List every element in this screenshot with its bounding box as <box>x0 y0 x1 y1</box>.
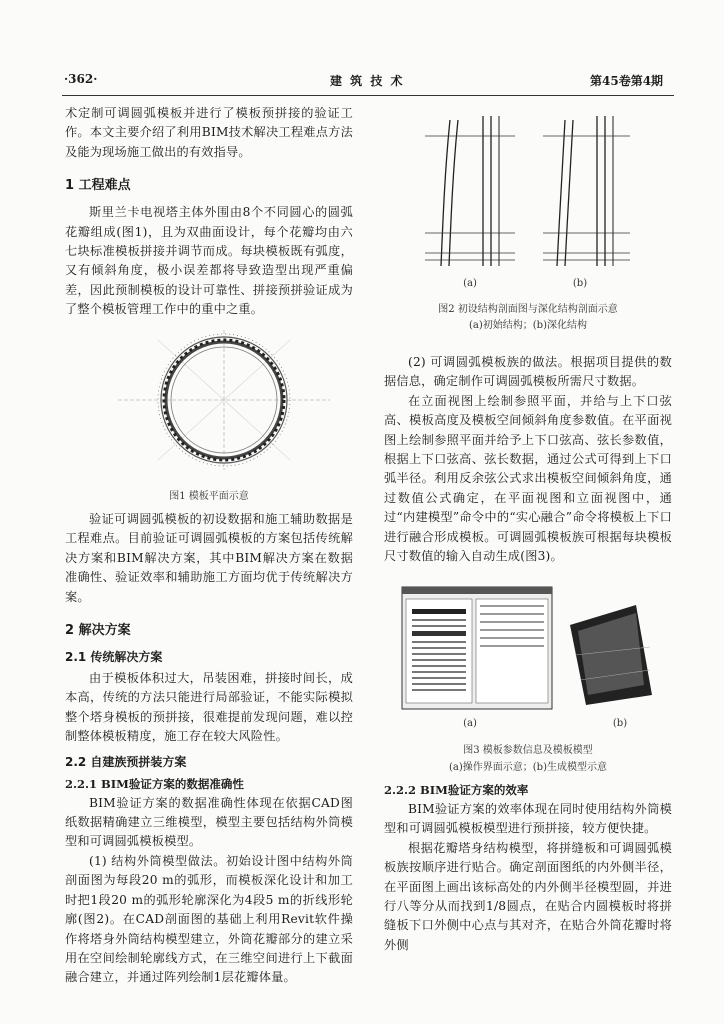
figure-3-subcaption: (a)操作界面示意；(b)生成模型示意 <box>449 762 607 773</box>
section-2-2-1-heading: 2.2.1 BIM验证方案的数据准确性 <box>65 776 244 791</box>
deepened-structure-drawing <box>543 116 630 266</box>
issue-label: 第45卷第4期 <box>590 74 664 88</box>
section-2-1-heading: 2.1 传统解决方案 <box>65 650 163 665</box>
outer-tube-paragraph: (1) 结构外筒模型做法。初始设计图中结构外筒剖面图为每段20 m的弧形，而模板深化设计和加工时把1段20 m的弧形轮廓深化为4段5 m的折线形轮廓(图2)。在CAD剖面图的基础上利用Revit软件操作将塔身外筒结构模型建立，外筒花瓣部分的建立采用在空间绘制轮廓线方式，在三维空间进行上下截面融合建立，并通过阵列绘制1层花瓣体量。 <box>65 853 353 985</box>
assembly-paragraph: 根据花瓣塔身结构模型，将拼缝板和可调圆弧模板族按顺序进行贴合。确定剖面图纸的内外侧半径，在平面图上画出该标高处的内外侧半径模型圆，并进行八等分从而找到1/8圆点，在贴合内圆模板时将拼缝板下口外侧中心点与其对齐，在贴合外筒花瓣时将外侧 <box>384 840 672 952</box>
traditional-solution-paragraph: 由于模板体积过大，吊装困难，拼接时间长，成本高，传统的方法只能进行局部验证，不能实际模拟整个塔身模板的预拼接，很难提前发现问题，难以控制整体模板精度，施工存在较大风险性。 <box>65 671 353 744</box>
header-rule <box>62 95 674 96</box>
intro-paragraph: 术定制可调圆弧模板并进行了模板预拼接的验证工作。本文主要介绍了利用BIM技术解决工程难点方法及能为现场施工做出的有效指导。 <box>65 106 353 159</box>
structure-section-diagram <box>425 108 655 276</box>
efficiency-paragraph: BIM验证方案的效率体现在同时使用结构外筒模型和可调圆弧模板模型进行预拼接，较方便快捷。 <box>384 802 672 836</box>
journal-title: 建 筑 技 术 <box>330 74 405 88</box>
family-method-paragraph: (2) 可调圆弧模板族的做法。根据项目提供的数据信息，确定制作可调圆弧模板所需尺寸数据。 <box>384 355 672 389</box>
figure-3-label-a: (a) <box>463 718 477 729</box>
figure-2 <box>425 108 655 276</box>
parameter-interface-and-model <box>400 585 658 713</box>
section-2-2-heading: 2.2 自建族预拼装方案 <box>65 754 187 769</box>
right-column-bottom <box>384 782 672 955</box>
figure-2-caption: 图2 初设结构剖面图与深化结构剖面示意 <box>438 304 618 315</box>
left-column-bottom <box>65 510 353 988</box>
figure-1 <box>118 330 330 470</box>
figure-3 <box>400 585 658 713</box>
left-column-top <box>65 104 353 320</box>
difficulty-paragraph: 验证可调圆弧模板的初设数据和施工辅助数据是工程难点。目前验证可调圆弧模板的方案包括传统解决方案和BIM解决方案，其中BIM解决方案在数据准确性、验证效率和辅助施工方面均优于传统解决方案。 <box>65 512 353 604</box>
figure-2-label-b: (b) <box>572 278 588 289</box>
figure-3-label-b: (b) <box>612 718 628 729</box>
figure-3-caption: 图3 模板参数信息及模板模型 <box>463 745 593 756</box>
formwork-plan-diagram <box>118 330 330 470</box>
family-steps-paragraph: 在立面视图上绘制参照平面，并给与上下口弦高、模板高度及模板空间倾斜角度参数值。在平面视图上绘制参照平面并给予上下口弦高、弦长参数值，根据上下口弦高、弦长数据，通过公式可得到上下口弧半径。利用反余弦公式求出模板空间倾斜角度，通过数值公式确定，在平面视图和立面视图中，通过“内建模型”命令中的“实心融合”命令将模板上下口进行融合形成模板。可调圆弧模板族可根据每块模板尺寸数值的输入自动生成(图3)。 <box>384 393 672 564</box>
section-2-2-2-heading: 2.2.2 BIM验证方案的效率 <box>384 783 529 797</box>
initial-structure-drawing <box>425 116 515 266</box>
section-1-heading: 1 工程难点 <box>65 178 131 194</box>
figure-2-label-a: (a) <box>463 278 477 289</box>
page-number: ·362· <box>64 72 98 86</box>
accuracy-paragraph: BIM验证方案的数据准确性体现在依据CAD图纸数据精确建立三维模型，模型主要包括结构外筒模型和可调圆弧模板模型。 <box>65 795 353 849</box>
figure-1-caption: 图1 模板平面示意 <box>169 491 249 502</box>
section-1-paragraph: 斯里兰卡电视塔主体外围由8个不同圆心的圆弧花瓣组成(图1)，且为双曲面设计，每个花瓣均由六七块标准模板拼接并调节而成。每块模板既有弧度，又有倾斜角度，极小误差都将导致造型出现严重偏差，因此预制模板的设计可靠性、拼接预拼验证成为了整个模板管理工作中的重中之重。 <box>65 205 353 317</box>
figure-2-subcaption: (a)初始结构；(b)深化结构 <box>469 320 587 331</box>
right-column-top <box>384 353 672 566</box>
section-2-heading: 2 解决方案 <box>65 623 131 639</box>
